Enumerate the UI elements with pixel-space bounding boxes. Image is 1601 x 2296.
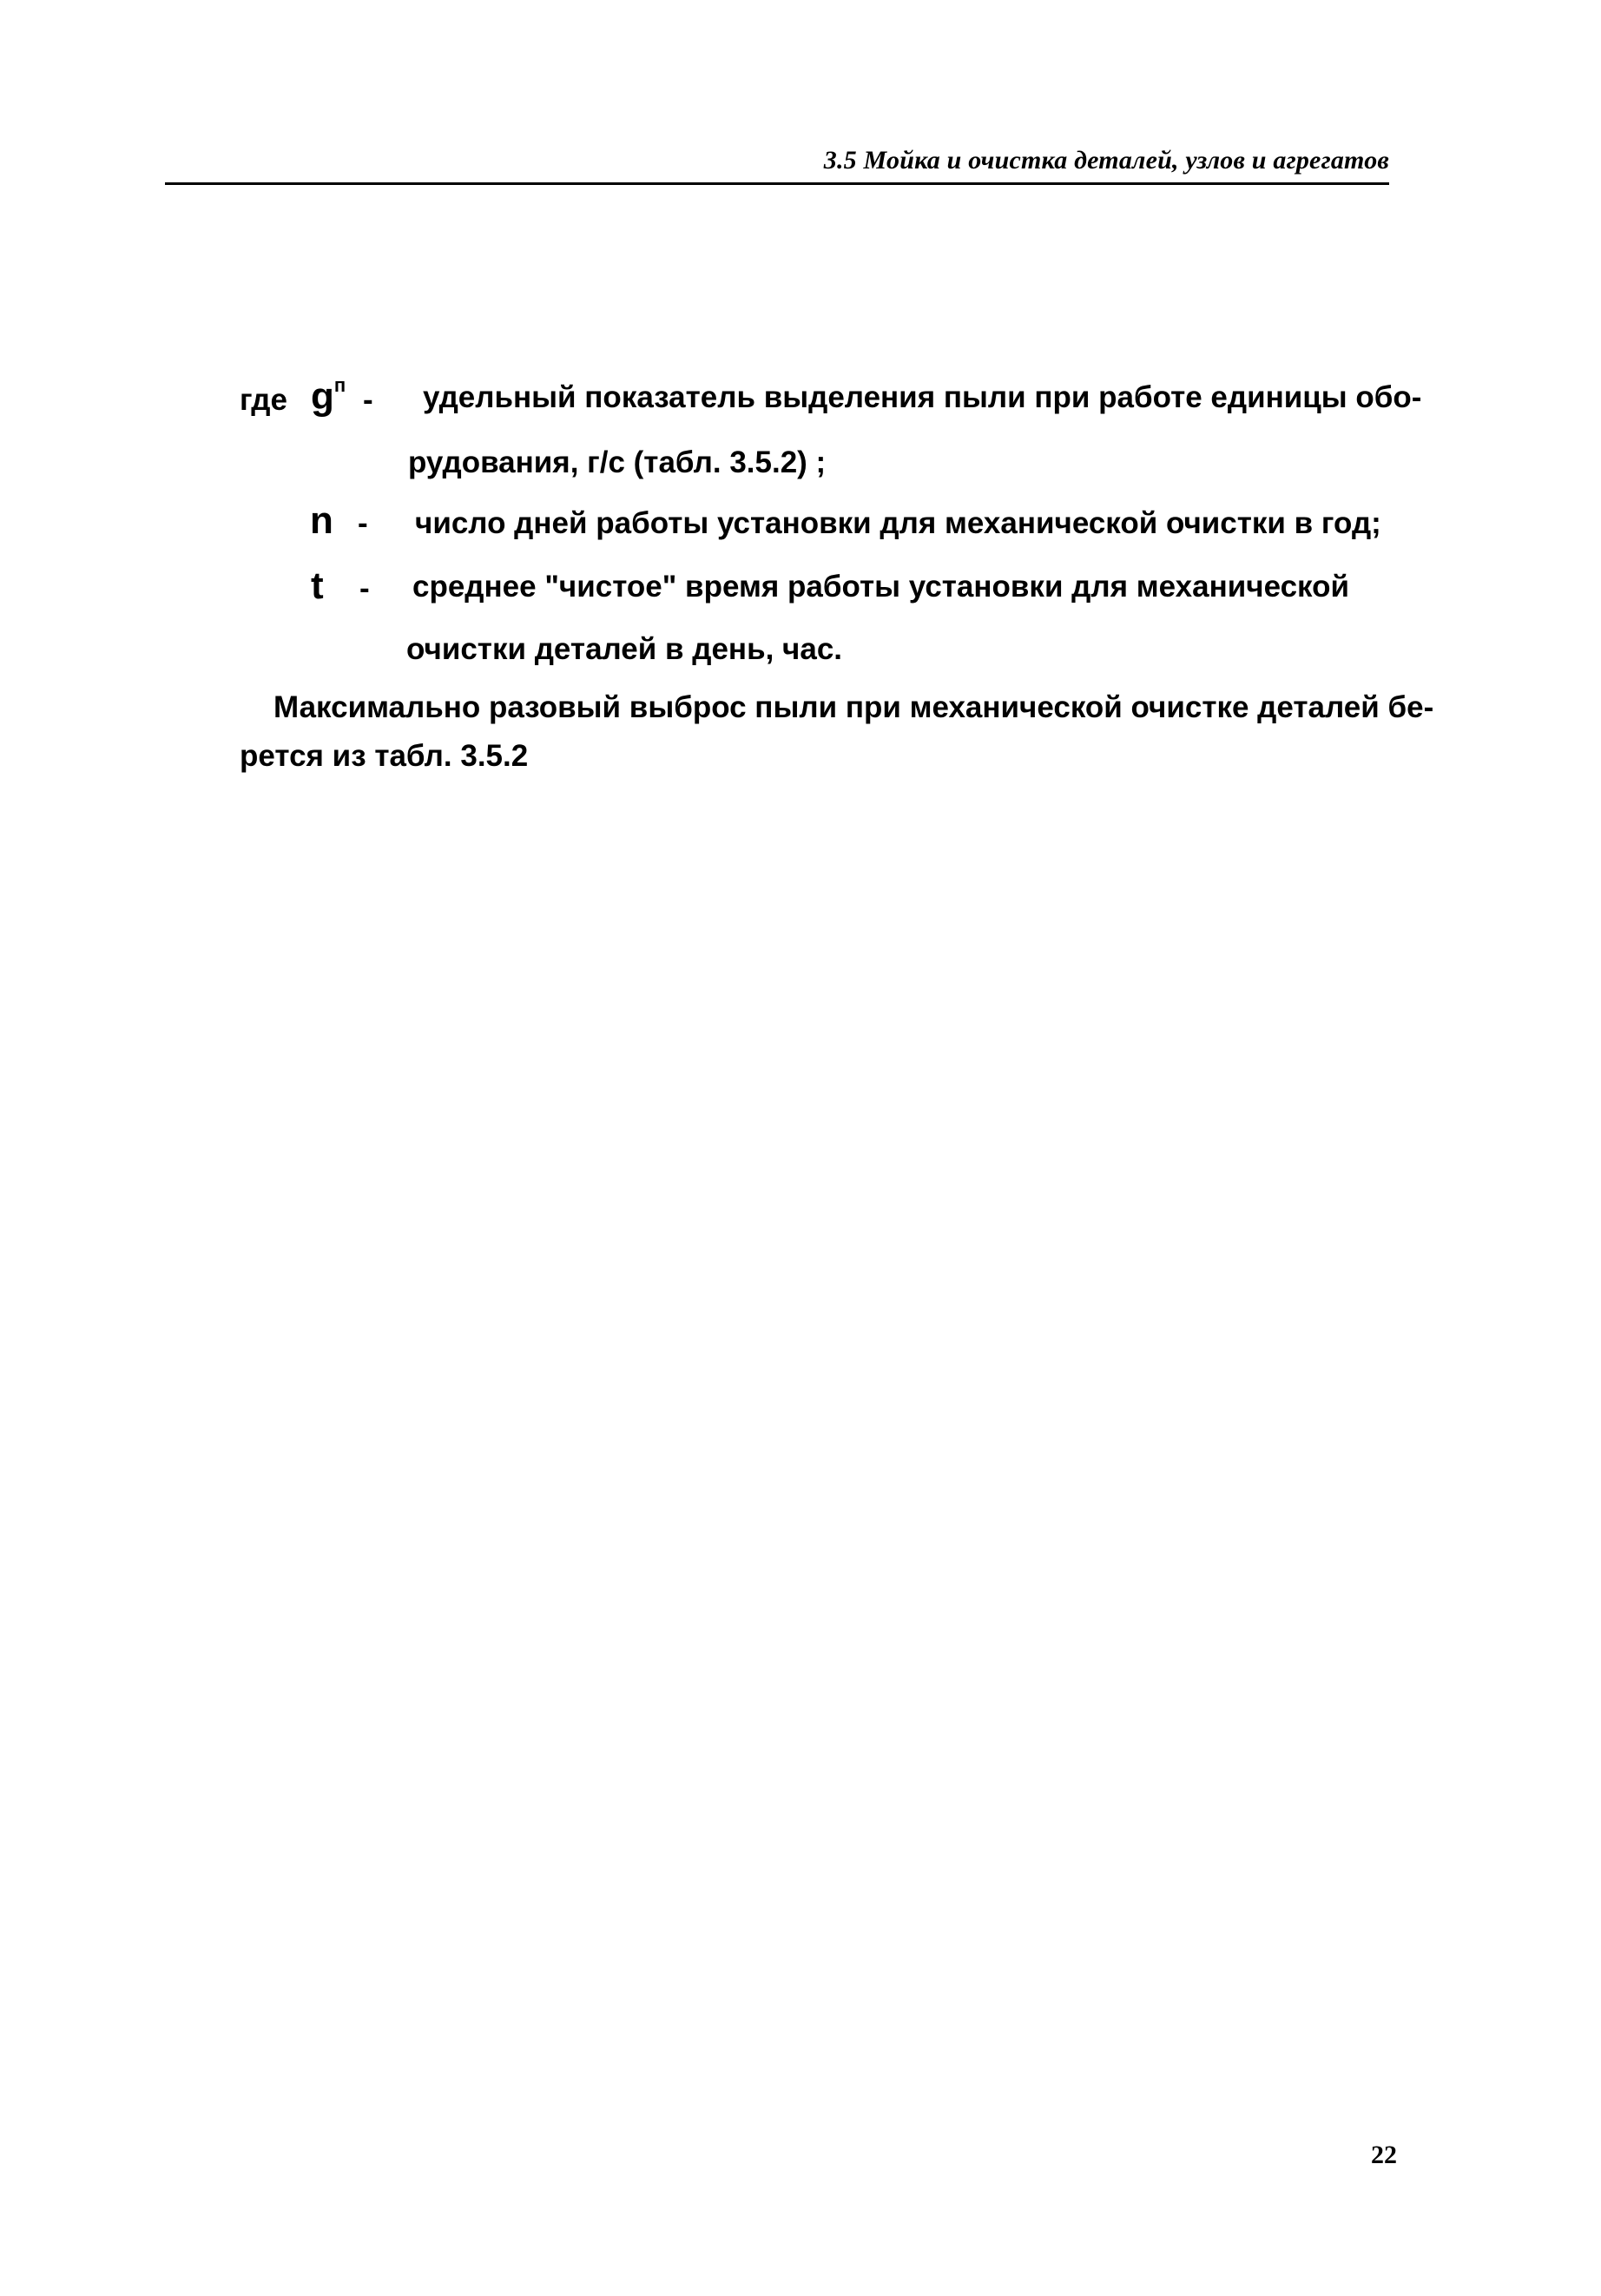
header-rule — [165, 182, 1389, 185]
definition-dash-n: - — [358, 506, 368, 540]
where-label: где — [240, 383, 287, 417]
paragraph-line-1: Максимально разовый выброс пыли при механической очистке деталей бе- — [273, 690, 1434, 724]
symbol-g-superscript: п — [333, 374, 346, 396]
running-header: 3.5 Мойка и очистка деталей, узлов и агрегатов — [823, 146, 1389, 175]
definition-dash-t: - — [359, 571, 370, 605]
definition-g-line-1: удельный показатель выделения пыли при работе единицы обо- — [423, 380, 1422, 414]
symbol-g-base: g — [311, 375, 334, 418]
page-number: 22 — [1371, 2141, 1397, 2169]
symbol-n: n — [310, 499, 333, 542]
paragraph-line-2: рется из табл. 3.5.2 — [240, 739, 529, 773]
definition-g-line-2: рудования, г/с (табл. 3.5.2) ; — [408, 445, 827, 479]
symbol-g — [311, 376, 346, 416]
definition-n-line-1: число дней работы установки для механической очистки в год; — [415, 506, 1381, 540]
definition-dash-g: - — [363, 383, 373, 417]
definition-t-line-1: среднее "чистое" время работы установки для механической — [412, 570, 1350, 604]
definition-t-line-2: очистки деталей в день, час. — [406, 632, 843, 666]
symbol-t: t — [311, 564, 324, 607]
